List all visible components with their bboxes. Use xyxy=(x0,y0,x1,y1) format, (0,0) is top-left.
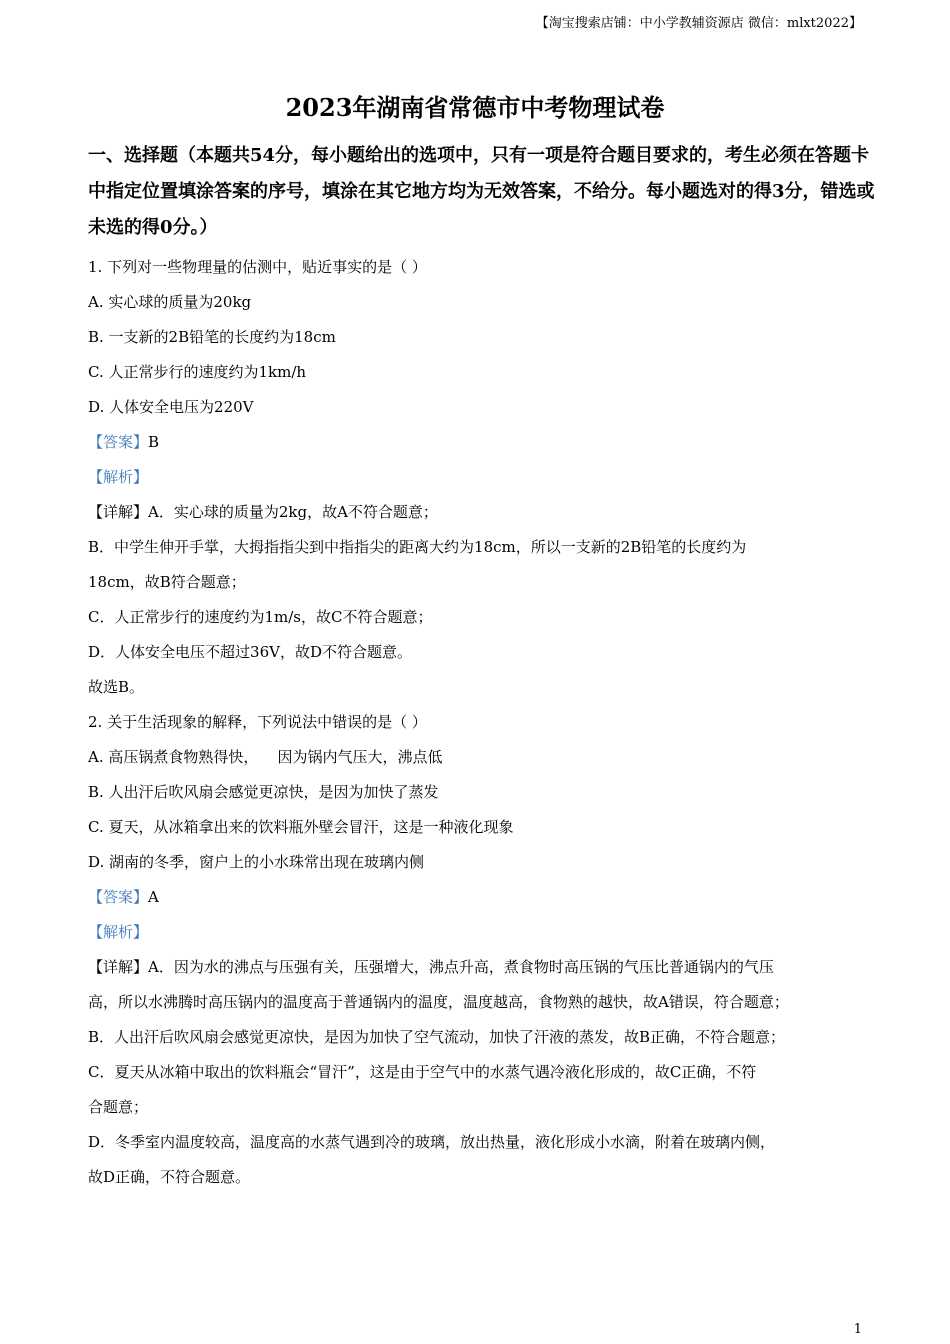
question-1-detail-line xyxy=(88,495,878,530)
question-2-option-a: A. 高压锅煮食物熟得快， 因为锅内气压大，沸点低 xyxy=(88,748,443,766)
question-2-detail-line: B．人出汗后吹风扇会感觉更凉快，是因为加快了空气流动，加快了汗液的蒸发，故B正确，不符合题意； xyxy=(88,1028,786,1046)
question-1-detail-line: 故选B。 xyxy=(88,678,145,696)
question-2-detail-line: C．夏天从冰箱中取出的饮料瓶会“冒汗”，这是由于空气中的水蒸气遇冷液化形成的，故C正确，不符 xyxy=(88,1063,757,1081)
question-1-analysis-tag: 【解析】 xyxy=(88,468,149,486)
question-2-option-c: C. 夏天，从冰箱拿出来的饮料瓶外壁会冒汗，这是一种液化现象 xyxy=(88,818,514,836)
question-1-stem: 1. 下列对一些物理量的估测中，贴近事实的是（ ） xyxy=(88,258,427,276)
page-title: 2023年湖南省常德市中考物理试卷 xyxy=(285,93,665,122)
page-header: 【淘宝搜索店铺：中小学教辅资源店 微信：mlxt2022】 xyxy=(535,16,862,31)
page-number: 1 xyxy=(853,1322,862,1337)
question-1-option-c: C. 人正常步行的速度约为1km/h xyxy=(88,363,307,381)
question-2-stem: 2. 关于生活现象的解释，下列说法中错误的是（ ） xyxy=(88,713,427,731)
answer-value: B xyxy=(148,433,160,451)
question-2-detail-line: 高，所以水沸腾时高压锅内的温度高于普通锅内的温度，温度越高，食物熟的越快，故A错误，符合题意； xyxy=(88,993,789,1011)
detail-tag: 【详解】 xyxy=(88,958,149,976)
question-1-option-d: D. 人体安全电压为220V xyxy=(88,398,254,416)
document-body xyxy=(88,250,878,1195)
answer-tag: 【答案】 xyxy=(88,888,149,906)
answer-value: A xyxy=(148,888,159,906)
detail-tag: 【详解】 xyxy=(88,503,149,521)
question-2-detail-line: 故D正确，不符合题意。 xyxy=(88,1168,251,1186)
question-1-detail-line: B．中学生伸开手掌，大拇指指尖到中指指尖的距离大约为18cm，所以一支新的2B铅笔的长度约为 xyxy=(88,538,747,556)
question-2-detail-line: D．冬季室内温度较高，温度高的水蒸气遇到冷的玻璃，放出热量，液化形成小水滴，附着在玻璃内侧， xyxy=(88,1133,776,1151)
detail-text: A．实心球的质量为2kg，故A不符合题意； xyxy=(148,503,438,521)
question-2-answer xyxy=(88,880,878,915)
question-2-option-b: B. 人出汗后吹风扇会感觉更凉快，是因为加快了蒸发 xyxy=(88,783,439,801)
answer-tag: 【答案】 xyxy=(88,433,149,451)
question-2-detail-line xyxy=(88,950,878,985)
detail-text: A．因为水的沸点与压强有关，压强增大，沸点升高，煮食物时高压锅的气压比普通锅内的气压 xyxy=(148,958,774,976)
question-1-option-a: A. 实心球的质量为20kg xyxy=(88,293,252,311)
question-1-detail-line: 18cm，故B符合题意； xyxy=(88,573,246,591)
section-heading: 一、选择题（本题共54分，每小题给出的选项中，只有一项是符合题目要求的，考生必须在答题卡中指定位置填涂答案的序号，填涂在其它地方均为无效答案，不给分。每小题选对的得3分，错选或未选的得0分。） xyxy=(88,145,875,238)
question-2-option-d: D. 湖南的冬季，窗户上的小水珠常出现在玻璃内侧 xyxy=(88,853,425,871)
question-1-option-b: B. 一支新的2B铅笔的长度约为18cm xyxy=(88,328,336,346)
question-1-answer xyxy=(88,425,878,460)
question-1-detail-line: C．人正常步行的速度约为1m/s，故C不符合题意； xyxy=(88,608,433,626)
question-1-detail-line: D．人体安全电压不超过36V，故D不符合题意。 xyxy=(88,643,412,661)
question-2-detail-line: 合题意； xyxy=(88,1098,149,1116)
question-2-analysis-tag: 【解析】 xyxy=(88,923,149,941)
